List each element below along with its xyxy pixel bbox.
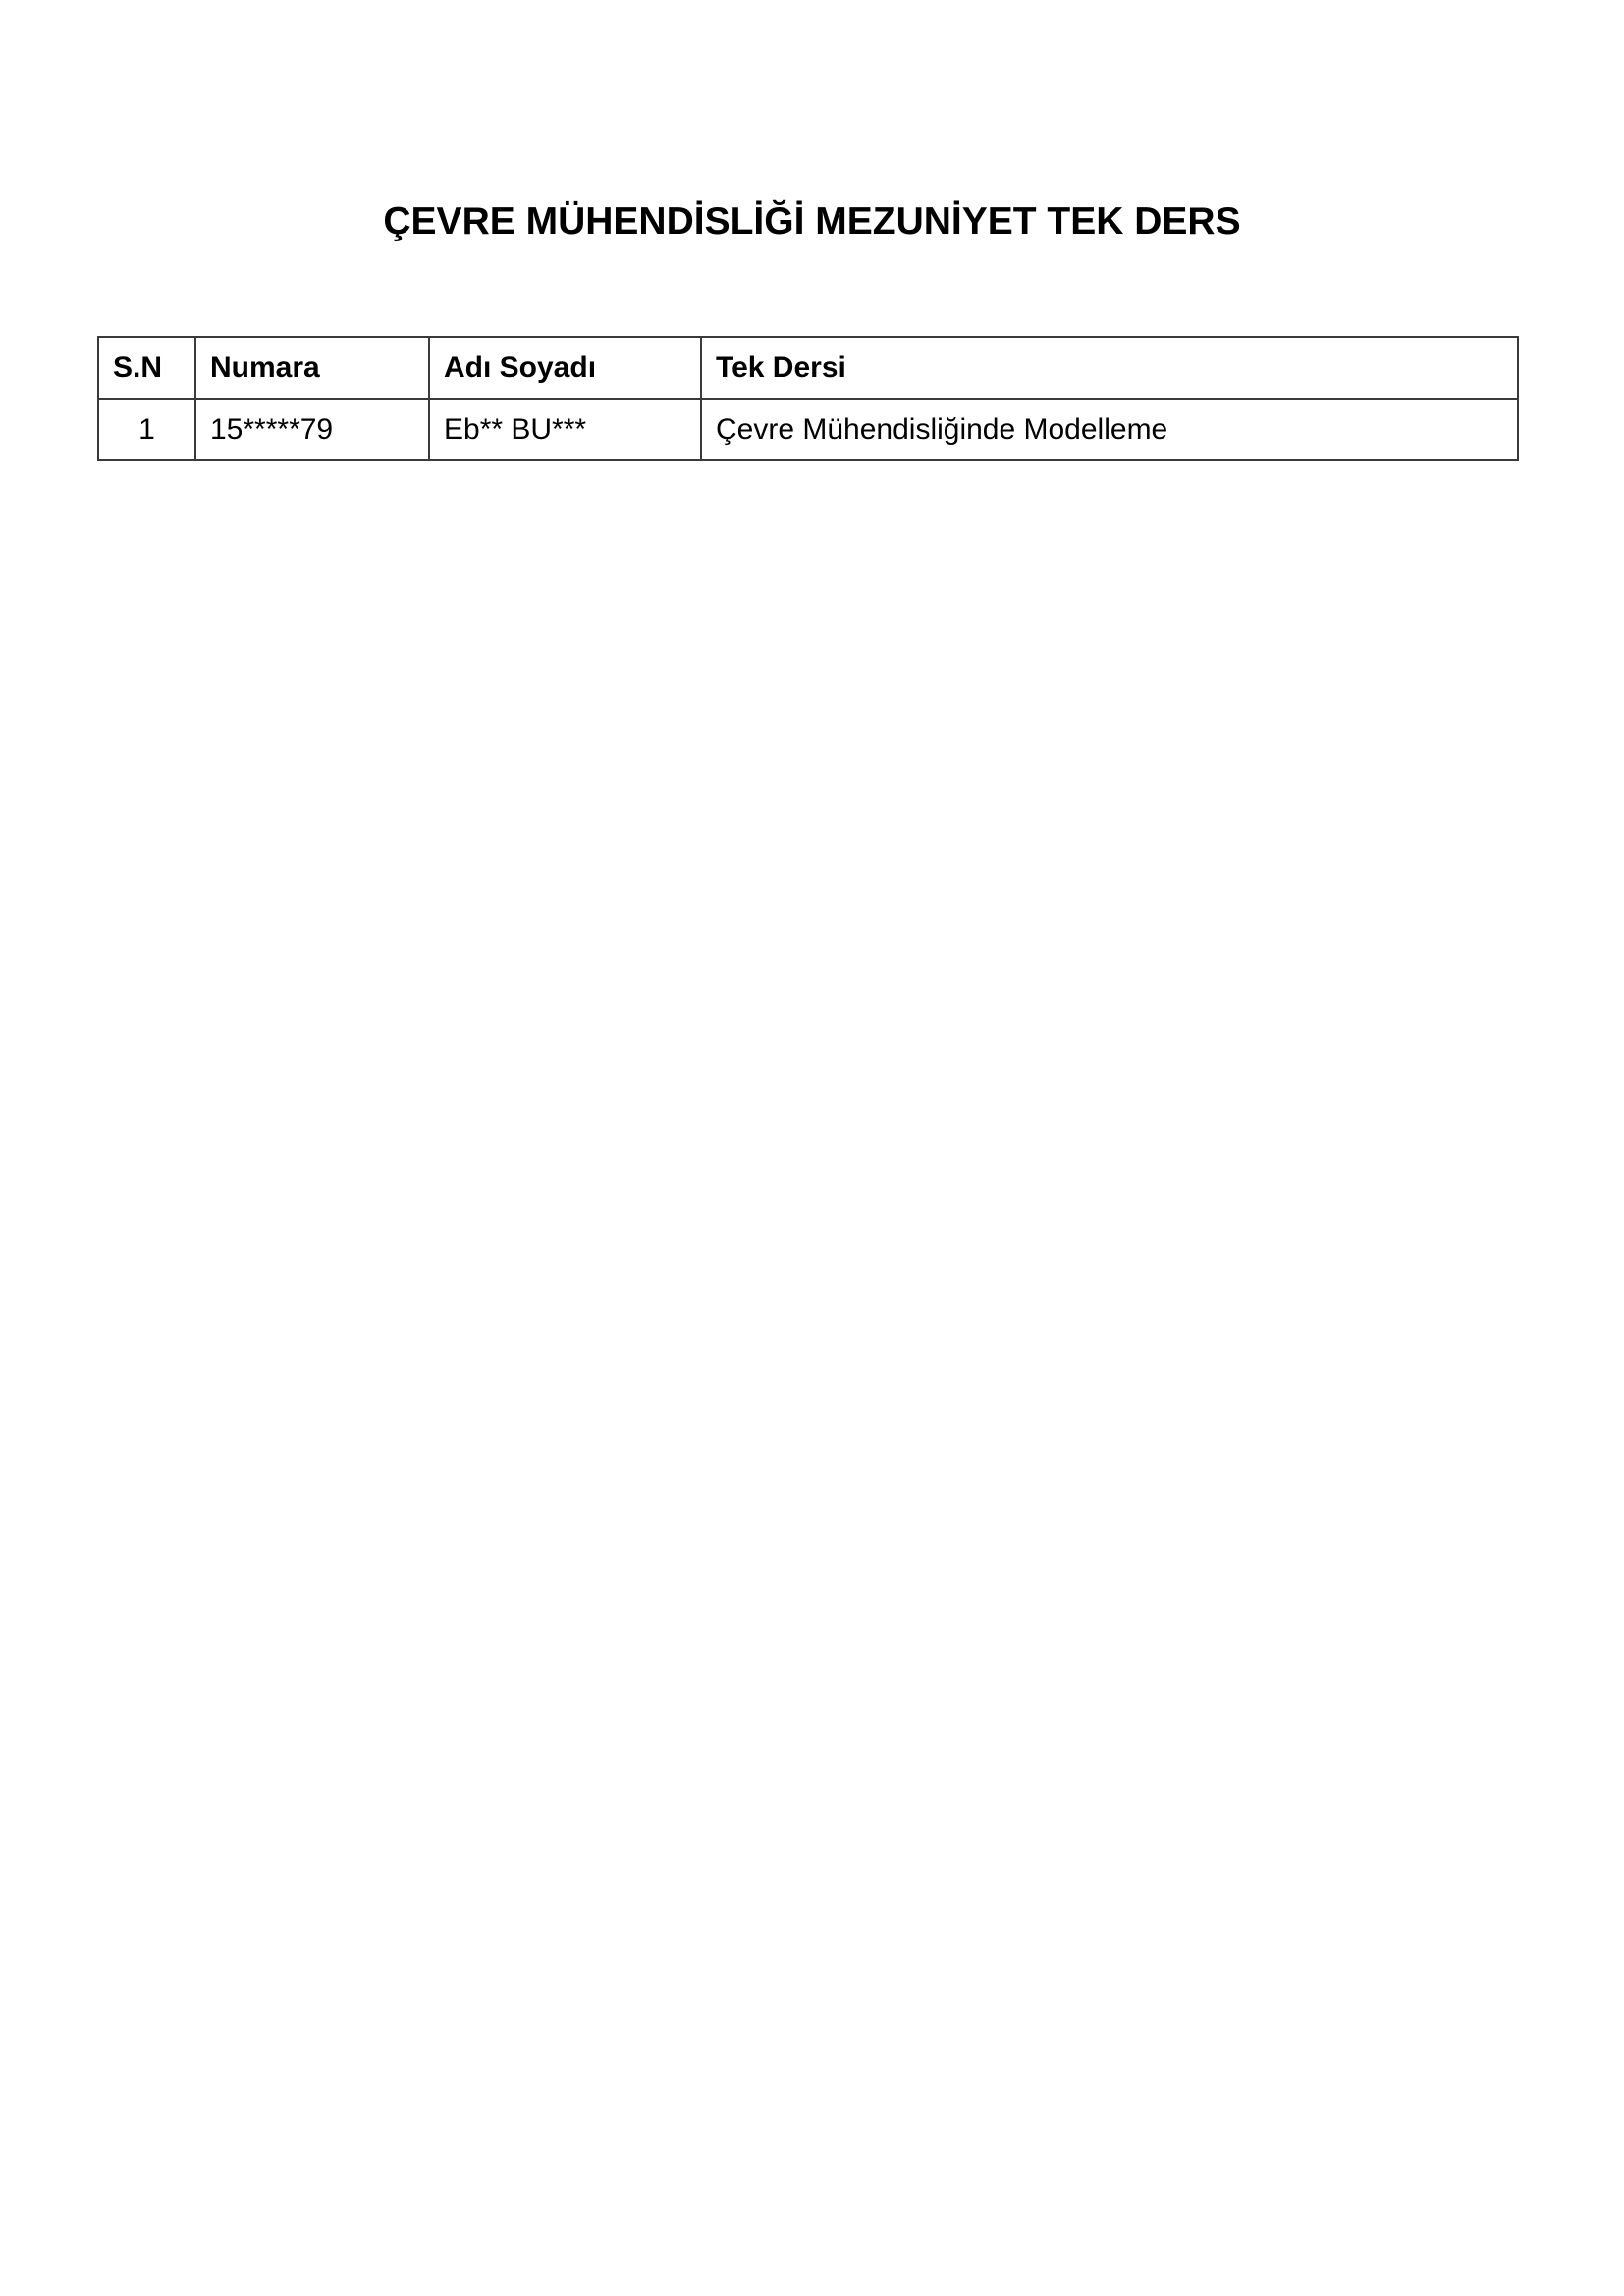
cell-numara: 15*****79 (195, 399, 429, 460)
column-header-adi-soyadi: Adı Soyadı (429, 337, 701, 399)
cell-adi-soyadi: Eb** BU*** (429, 399, 701, 460)
table-header-row (98, 337, 1518, 399)
column-header-numara: Numara (195, 337, 429, 399)
page-title: ÇEVRE MÜHENDİSLİĞİ MEZUNİYET TEK DERS (383, 200, 1241, 242)
table-row (98, 399, 1518, 460)
column-header-tek-dersi: Tek Dersi (701, 337, 1518, 399)
column-header-sn: S.N (98, 337, 195, 399)
cell-sn: 1 (98, 399, 195, 460)
cell-tek-dersi: Çevre Mühendisliğinde Modelleme (701, 399, 1518, 460)
graduation-single-course-table (97, 336, 1519, 461)
